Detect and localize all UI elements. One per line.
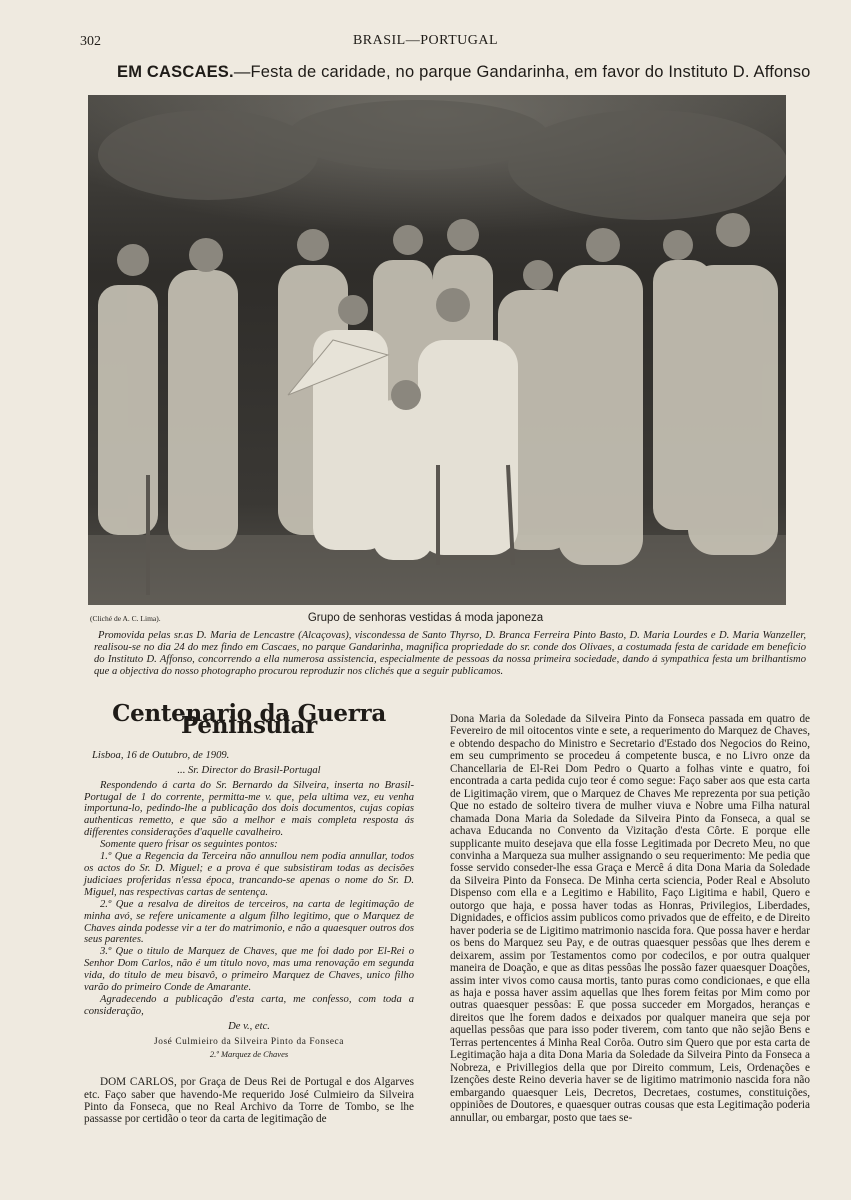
- letter-point: 1.º Que a Regencia da Terceira não annullou nem podia annullar, todos os actos do Sr. D. Miguel; e a prova é que subsistiram todas as decisões judiciaes proferidas n'essa época, trancando-se apenas o nome do Sr. D. Miguel, nas respectivas cartas de sentença.: [84, 851, 414, 898]
- photo-caption: Grupo de senhoras vestidas á moda japoneza: [307, 612, 544, 624]
- letter-signature: José Culmieiro da Silveira Pinto da Fonseca: [153, 1036, 345, 1047]
- letter-point: 2.º Que a resalva de direitos de terceiros, na carta de legitimação de minha avó, se refere unicamente a algum filho legitimo, que o Marquez de Chaves ainda podesse vir a ter do matrimonio, e não a quaesquer outros dos seus parentes.: [84, 898, 414, 946]
- article-right-column: [450, 713, 810, 1124]
- document-continuation: Dona Maria da Soledade da Silveira Pinto da Fonseca passada em quatro de Fevereiro de mil oitocentos vinte e sete, a requerimento do Marquez de Chaves, e obtendo despacho do Ministro e Secretario d'Estado dos Negocios do Reino, em seu cumprimento se procedeu á competente busca, e no Livro onze da Chancellaria de El-Rei Dom Pedro o Quarto a folhas vinte e quatro, foi encontrada a carta pedida cujo teor é como segue: Faço saber aos que esta carta de Ligitimação virem, que o Marquez de Chaves Me reprezenta por sua petição Que no estado de solteiro tivera de mulher viuva e Nobre uma Filha natural chamada Dona Maria da Soledade da Silveira Pinto da Fonseca, a qual se achava Educanda no Convento da Vizitação d'esta Côrte. E porque elle supplicante muito desejava que ella fosse Legitimada por Decreto Meu, no que convinha a Marqueza sua mulher assignando o seu requerimento: Me pedia que fosse servido conseder-lhe essa Graça e Mercê á dita Dona Maria da Soledade da Silveira Pinto da Fonseca. De Minha certa sciencia, Poder Real e Absoluto Dispenso com ella e a Legitimo e Habilito, Faço Ligitima e habil, Quero e outorgo que haja, e possa haver todas as Honras, Privilegios, Liberdades, Dignidades, e officios assim publicos como privados que de effeito, e de Direito haver poderia se de Ligitimo matrimonio nascida fora. Que possa haver e herdar os bens do Marquez seu Pay, e de outras quaesquer pessôas que lhes derem e deixarem, assim por Testamentos como por codecilos, e por outra qualquer maneira de Doação, e que as ditas pessôas lhe possão fazer quaesquer Doações, assim inter vivos como causa mortis, tanto puras como condicionaes, e que ella as haja e possa haver assim aquellas que lhes forem feitas por Mim como por outras quaesquer pessôas: E que possa succeder em Morgados, heranças e direitos que lhe forem dados e deixados por qualquer maneira que seja por aquellas pessôas que para isso poder tiverem, com tanto que não sejão Bens e Terras pertencentes á Minha Real Corôa. Outro sim Quero que por esta carta de Legitimação haja a dita Dona Maria da Soledade da Silveira Pinto da Fonseca a Nobreza, e Privillegios della que por Direito commum, Leis, Ordenações e Izenções deste Reino deveria haver se de ligitimo matrimonio nascida fora não embargando quaesquer Leis, Decretos, Decretaes, costumes, constituições, oppiniões de Doutores, e quaesquer outras cousas que esta Legitimação poderia annullar, ou embargar, posto que taes se-: [450, 713, 810, 1124]
- letter-closing: De v., etc.: [228, 1020, 270, 1032]
- letter-dateline: Lisboa, 16 de Outubro, de 1909.: [92, 749, 230, 761]
- letter-point: 3.º Que o titulo de Marquez de Chaves, que me foi dado por El-Rei o Senhor Dom Carlos, não é um titulo novo, mas uma renovação em segunda vida, do titulo de meu bisavô, o primeiro Marquez de Chaves, unico filho varão do primeiro Conde de Amarante.: [84, 946, 414, 994]
- document-paragraph: DOM CARLOS, por Graça de Deus Rei de Portugal e dos Algarves etc. Faço saber que havendo-Me requerido José Culmieiro da Silveira Pinto da Fonseca, que no Real Archivo da Torre de Tombo, se lhe passasse por certidão o teor da carta de legitimação de: [84, 1076, 414, 1126]
- letter-paragraph: Agradecendo a publicação d'esta carta, me confesso, com toda a consideração,: [84, 993, 414, 1017]
- photo-credit: (Cliché de A. C. Lima).: [90, 614, 161, 623]
- signature-title: 2.º Marquez de Chaves: [209, 1048, 289, 1059]
- page-number: 302: [80, 34, 101, 49]
- headline-text: —Festa de caridade, no parque Gandarinha, em favor do Instituto D. Affonso: [233, 63, 811, 81]
- letter-salutation: ... Sr. Director do Brasil-Portugal: [177, 764, 321, 776]
- group-photograph: [88, 95, 786, 605]
- article-left-column: [84, 700, 414, 1126]
- headline: [117, 63, 811, 82]
- letter-paragraph: Somente quero frisar os seguintes pontos:: [100, 839, 278, 851]
- letter-paragraph: Respondendo á carta do Sr. Bernardo da Silveira, inserta no Brasil-Portugal de 1 do corrente, permitta-me v. que, pela ultima vez, eu venha importuna-lo, pedindo-lhe a publicação dos dois documentos, cujas copias authenticas remetto, e que são a melhor e mais completa resposta ás differentes considerações d'aquelle cavalheiro.: [84, 779, 414, 839]
- headline-place: EM CASCAES.: [117, 63, 234, 81]
- article-title: Centenario da Guerra Peninsular: [112, 700, 386, 739]
- running-title: BRASIL—PORTUGAL: [352, 33, 499, 48]
- intro-paragraph: Promovida pelas sr.as D. Maria de Lencastre (Alcaçovas), viscondessa de Santo Thyrso, D. Branca Ferreira Pinto Basto, D. Maria Lourdes e D. Maria Wanzeller, realisou-se no dia 24 do mez findo em Cascaes, no parque Gandarinha, magnifica propriedade do sr. conde dos Olivaes, a costumada festa de caridade em beneficio do Instituto D. Affonso, concorrendo a ella numerosa assistencia, especialmente de pessoas da nossa primeira sociedade, dando á sympathica festa um brilhantismo que a objectiva do nosso photographo procurou reproduzir nos clichés que a seguir publicamos.: [94, 630, 806, 677]
